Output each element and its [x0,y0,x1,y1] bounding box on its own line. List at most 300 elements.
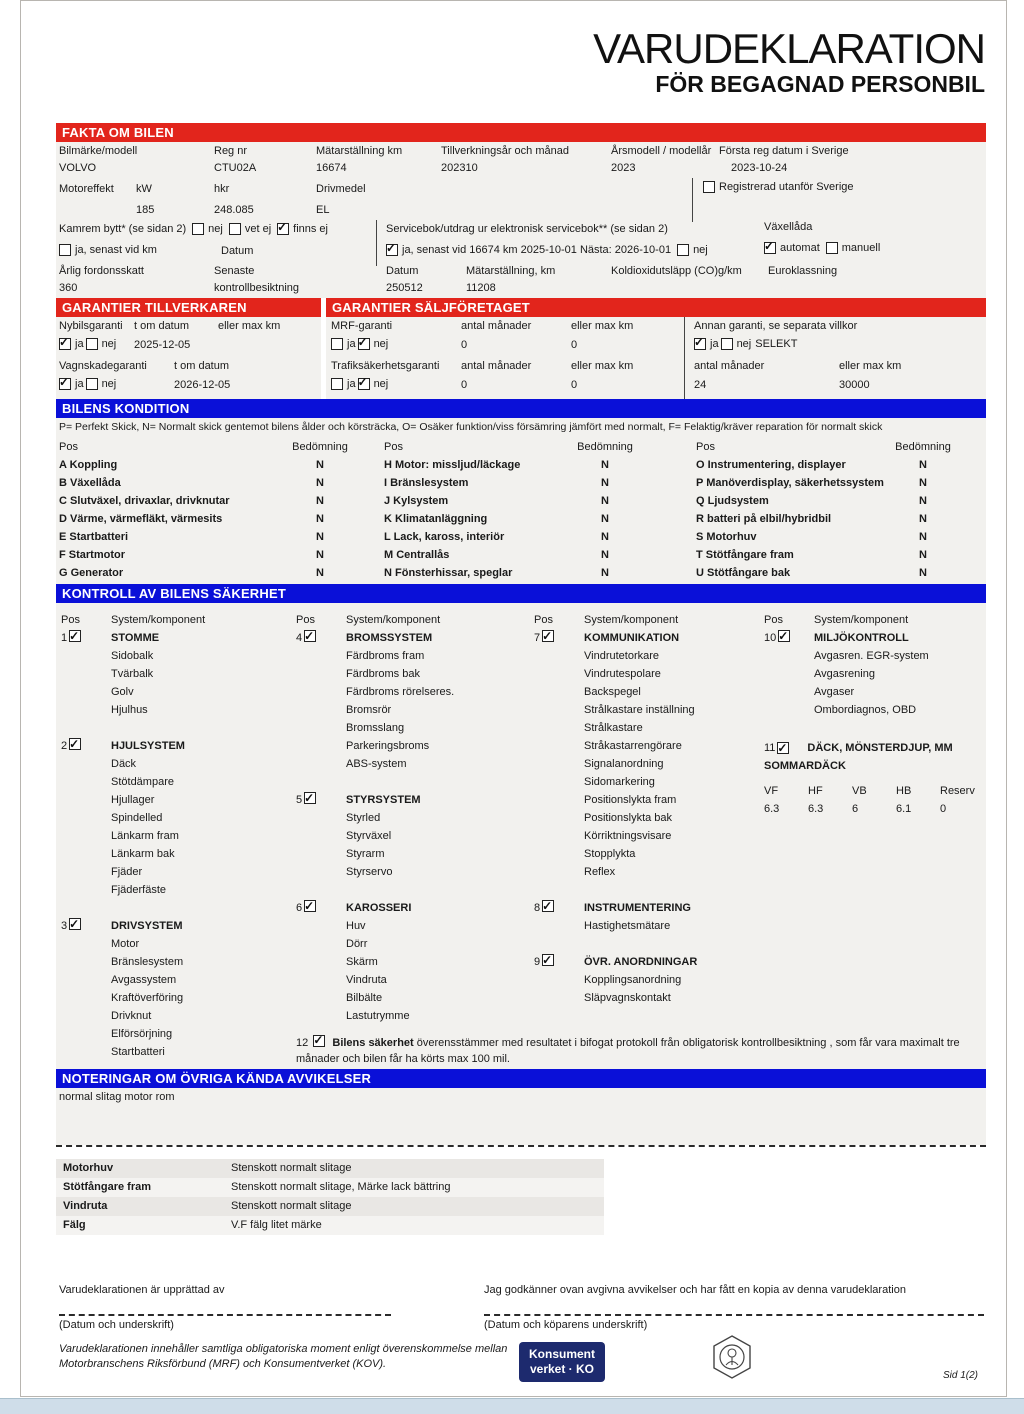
value-matarstallning: 16674 [316,162,347,174]
tire-col-label: HB [896,785,912,797]
vaxellada-row [764,242,880,254]
condition-label: B Växellåda [59,477,121,489]
label-pos: Pos [534,614,553,626]
safety-group [534,899,762,935]
safety-item: Signalanordning [584,758,664,770]
tires-title: DÄCK, MÖNSTERDJUP, MM [807,742,953,754]
condition-grade: N [919,495,927,507]
safety-item: Avgasren. EGR-system [814,650,929,662]
safety-item: Avgassystem [111,974,177,986]
condition-grade: N [316,459,324,471]
condition-row [59,492,351,510]
deviation-note: Stenskott normalt slitage [231,1200,352,1212]
condition-label: R batteri på elbil/hybridbil [696,513,832,525]
value-drivmedel: EL [316,204,330,216]
fakta-body [56,142,986,298]
condition-grade: N [601,531,609,543]
deviation-note: Stenskott normalt slitage, Märke lack bättring [231,1181,451,1193]
condition-row [696,528,954,546]
checkbox-nybils-ja [59,338,71,350]
checkbox [69,918,81,930]
value-servicebok-ja: ja, senast vid 16674 km 2025-10-01 Nästa: 2026-10-01 [402,244,672,256]
tire-col-label: VF [764,785,779,797]
label-kamrem-nej: nej [208,223,223,235]
value-skatt: 360 [59,282,78,294]
safety-group-title: KAROSSERI [346,902,412,914]
condition-label: O Instrumentering, displayer [696,459,846,471]
label-ja: ja [347,378,356,390]
safety-group-num: 4 ✓ [296,629,346,773]
value-annan-km: 30000 [839,379,870,391]
signature-caption-buyer: (Datum och köparens underskrift) [484,1319,648,1331]
safety-group-title: MILJÖKONTROLL [814,632,909,644]
safety-item: Spindelled [111,812,163,824]
label-nej: nej [101,338,117,350]
value-regnr: CTU02A [214,162,257,174]
safety-item: Strålkastare [584,722,643,734]
tillverkaren-body [56,317,321,399]
kamrem-ja-row [59,244,157,256]
checkbox [542,630,554,642]
page-subtitle: FÖR BEGAGNAD PERSONBIL [655,71,985,97]
checkbox-servicebok-ja [386,244,398,256]
signature-line-seller [59,1314,391,1316]
servicebok-row [386,244,708,256]
safety-item: Länkarm fram [111,830,179,842]
value-forsta-reg: 2023-10-24 [731,162,788,174]
safety-item: Hjulhus [111,704,148,716]
label-ja: ja [347,338,356,350]
label-manuell: manuell [841,242,881,254]
condition-row [59,510,351,528]
tire-value: 6 [852,803,859,815]
mrf-logo-icon [709,1334,755,1385]
value-tillverkning: 202310 [441,162,478,174]
safety-group-title: INSTRUMENTERING [584,902,691,914]
divider-line [684,317,685,399]
safety-group-title: DRIVSYSTEM [111,920,183,932]
checkbox-annan-ja [694,338,706,350]
condition-grade: N [919,531,927,543]
checkbox [777,742,789,754]
tire-value: 0 [940,803,947,815]
condition-row [59,456,351,474]
safety-item: Kopplingsanordning [584,974,682,986]
condition-row [59,474,351,492]
annan-check-row [694,338,797,350]
label-arlig-skatt: Årlig fordonsskatt [59,265,144,277]
deviation-part: Vindruta [63,1200,108,1212]
label-annan-garanti: Annan garanti, se separata villkor [694,320,858,332]
section-header-fakta: FAKTA OM BILEN [56,123,986,142]
safety-item: Golv [111,686,134,698]
condition-label: E Startbatteri [59,531,129,543]
checkbox [69,630,81,642]
condition-label: M Centrallås [384,549,450,561]
safety-group [764,629,986,719]
section-header-noteringar: NOTERINGAR OM ÖVRIGA KÄNDA AVVIKELSER [56,1069,986,1088]
condition-label: S Motorhuv [696,531,757,543]
safety-group-title: BROMSSYSTEM [346,632,433,644]
label-mrf-man: antal månader [461,320,532,332]
kondition-header-row [384,438,636,456]
condition-row [384,456,636,474]
condition-grade: N [601,549,609,561]
safety-item: Färdbroms rörelseres. [346,686,455,698]
label-nej: nej [373,338,389,350]
kondition-column-1 [59,438,351,582]
safety-group-title: STYRSYSTEM [346,794,421,806]
condition-grade: N [601,495,609,507]
safety-group [61,629,293,719]
checkbox-manuell [826,242,838,254]
condition-grade: N [601,477,609,489]
safety-item: Sidobalk [111,650,154,662]
label-kamrem-datum: Datum [221,245,254,257]
safety-item: Fjäderfäste [111,884,167,896]
label-annan-man: antal månader [694,360,765,372]
label-pos: Pos [384,441,403,453]
safety-item: Däck [111,758,137,770]
safety-item: Styrled [346,812,381,824]
label-nej: nej [736,338,752,350]
safety-item: Huv [346,920,366,932]
condition-row [384,528,636,546]
label-servicebok: Servicebok/utdrag ur elektronisk servicebok** (se sidan 2) [386,223,668,235]
label-system: System/komponent [814,614,909,626]
safety-group-title: STOMME [111,632,160,644]
safety-group-num: 10 ✓ [764,629,814,719]
label-trafik-man: antal månader [461,360,532,372]
label-koldioxid: Koldioxidutsläpp (CO)g/km [611,265,742,277]
checkbox-vagnskade-nej [86,378,98,390]
label-nybils-tom: t om datum [134,320,190,332]
condition-label: I Bränslesystem [384,477,469,489]
condition-grade: N [316,477,324,489]
value-datum: 250512 [386,282,423,294]
label-mrf: MRF-garanti [331,320,393,332]
checkbox-nybils-nej [86,338,98,350]
condition-label: A Koppling [59,459,118,471]
safety-group-num: 3 ✓ [61,917,111,1061]
label-pos: Pos [296,614,315,626]
vagnskade-check-row [59,378,116,390]
divider-line [376,220,377,266]
signature-caption-seller: (Datum och underskrift) [59,1319,174,1331]
safety-item: Positionslykta bak [584,812,673,824]
safety-item: Bromsslang [346,722,405,734]
value-arsmodell: 2023 [611,162,636,174]
condition-label: U Stötfångare bak [696,567,791,579]
page-title: VARUDEKLARATION [593,25,985,72]
condition-grade: N [919,549,927,561]
kondition-header-row [59,438,351,456]
label-system: System/komponent [111,614,206,626]
noteringar-freetext-box [56,1088,986,1145]
checkbox-trafik-ja [331,378,343,390]
noteringar-free-text: normal slitag motor rom [59,1091,175,1103]
condition-row [59,546,351,564]
checkbox [313,1035,325,1047]
checkbox-kamrem-nej [192,223,204,235]
condition-label: Q Ljudsystem [696,495,769,507]
label-automat: automat [780,242,820,254]
safety-group-title: KOMMUNIKATION [584,632,680,644]
tires-num: 11 [764,742,776,754]
label-ja: ja [75,338,84,350]
label-forsta-reg: Första reg datum i Sverige [719,145,849,157]
badge-line2: verket · KO [529,1362,595,1376]
condition-grade: N [316,531,324,543]
safety-item: Bränslesystem [111,956,184,968]
kondition-body [56,418,986,584]
kondition-header-row [696,438,954,456]
safety-group [61,737,293,899]
tires-value-row [764,803,986,821]
label-kw: kW [136,183,152,195]
salj-body [326,317,986,399]
safety-item: Vindrutespolare [584,668,661,680]
value-bilmarke: VOLVO [59,162,97,174]
safety-group-num: 1 ✓ [61,629,111,719]
condition-row [59,564,351,582]
safety-group-num: 8 ✓ [534,899,584,935]
sakerhet-column-2 [296,611,531,1043]
label-bedomning: Bedömning [577,441,633,453]
checkbox-kamrem-ja [59,244,71,256]
condition-label: T Stötfångare fram [696,549,794,561]
page-number: Sid 1(2) [943,1370,979,1381]
safety-group-title: ÖVR. ANORDNINGAR [584,956,698,968]
value-kw: 185 [136,204,155,216]
safety-item: Elförsörjning [111,1028,173,1040]
deviation-part: Fälg [63,1219,86,1231]
section-header-kondition: BILENS KONDITION [56,399,986,418]
safety-item: Sidomarkering [584,776,655,788]
safety-note-12 [296,1035,996,1067]
checkbox [542,954,554,966]
label-nej: nej [373,378,389,390]
safety-item: Vindruta [346,974,387,986]
safety-group [61,917,293,1061]
label-kamrem: Kamrem bytt* (se sidan 2) [59,223,187,235]
checkbox-registrerad-utanfor [703,181,715,193]
safety-item: Styrservo [346,866,393,878]
deviation-part: Stötfångare fram [63,1181,152,1193]
safety-group-num: 9 ✓ [534,953,584,1007]
safety-group [296,791,531,881]
condition-grade: N [919,513,927,525]
tire-col-label: VB [852,785,867,797]
value-matarstallning2: 11208 [466,282,496,294]
footer-left-label: Varudeklarationen är upprättad av [59,1284,225,1296]
safety-item: Fjäder [111,866,143,878]
safety-item: Stopplykta [584,848,636,860]
sakerhet-header-row [764,611,986,629]
value-nybils-datum: 2025-12-05 [134,339,191,351]
safety-item: Färdbroms fram [346,650,425,662]
safety-item: Avgaser [814,686,855,698]
condition-label: L Lack, kaross, interiör [384,531,505,543]
safety-group-num: 6 ✓ [296,899,346,1025]
sakerhet-header-row [534,611,762,629]
label-trafik-km: eller max km [571,360,634,372]
label-bedomning: Bedömning [895,441,951,453]
checkbox-trafik-nej [358,378,370,390]
deviation-row [56,1159,604,1178]
sakerhet-column-4 [764,611,986,737]
kondition-column-3 [696,438,954,582]
deviation-row [56,1178,604,1197]
condition-grade: N [919,567,927,579]
condition-grade: N [316,495,324,507]
konsumentverket-badge [519,1342,605,1382]
note12-text: överensstämmer med resultatet i bifogat protokoll från obligatorisk kontrollbesiktning , som får vara maximalt tre månader och bilen får ha körts max 100 mil. [296,1037,960,1065]
safety-group-num: 5 ✓ [296,791,346,881]
condition-row [696,510,954,528]
condition-row [384,510,636,528]
label-nybils-maxkm: eller max km [218,320,281,332]
tire-value: 6.3 [808,803,824,815]
condition-row [384,474,636,492]
condition-label: F Startmotor [59,549,125,561]
deviation-note: Stenskott normalt slitage [231,1162,352,1174]
condition-label: D Värme, värmefläkt, värmesits [59,513,223,525]
condition-label: C Slutväxel, drivaxlar, drivknutar [59,495,230,507]
trafik-check-row [331,378,388,390]
condition-label: P Manöverdisplay, säkerhetssystem [696,477,884,489]
condition-grade: N [601,567,609,579]
label-kamrem-vet-ej: vet ej [244,223,272,235]
label-matarstallning-km: Mätarställning, km [466,265,556,277]
condition-row [696,564,954,582]
label-kamrem-finns-ej: finns ej [293,223,328,235]
deviation-part: Motorhuv [63,1162,114,1174]
label-pos: Pos [764,614,783,626]
checkbox-servicebok-nej [677,244,689,256]
value-annan-note: SELEKT [755,338,798,350]
value-vagnskade-datum: 2026-12-05 [174,379,231,391]
checkbox [69,738,81,750]
safety-item: Styrväxel [346,830,392,842]
condition-row [696,456,954,474]
safety-item: Släpvagnskontakt [584,992,671,1004]
safety-item: Stråkastarrengörare [584,740,682,752]
checkbox-kamrem-vet-ej [229,223,241,235]
label-senaste: Senaste [214,265,255,277]
safety-item: Tvärbalk [111,668,154,680]
safety-item: Motor [111,938,140,950]
checkbox-kamrem-finns-ej [277,223,289,235]
safety-item: Hjullager [111,794,155,806]
label-system: System/komponent [584,614,679,626]
sakerhet-header-row [296,611,531,629]
label-pos: Pos [61,614,80,626]
deviation-row [56,1197,604,1216]
checkbox [304,630,316,642]
tire-col-label: HF [808,785,823,797]
checkbox-mrf-ja [331,338,343,350]
note12-lead: Bilens säkerhet [332,1037,414,1049]
footer-right-label: Jag godkänner ovan avgivna avvikelser och har fått en kopia av denna varudeklaration [484,1284,906,1296]
tires-header-row [764,785,986,803]
safety-item: Styrarm [346,848,385,860]
label-annan-km: eller max km [839,360,902,372]
condition-grade: N [316,567,324,579]
condition-label: N Fönsterhissar, speglar [384,567,513,579]
footer-note: Varudeklarationen innehåller samtliga obligatoriska moment enligt överenskommelse mellan Motorbranschens Riksförbund (MRF) och Konsumentverket (KOV). [59,1343,508,1370]
checkbox-mrf-nej [358,338,370,350]
value-trafik-man: 0 [461,379,468,391]
note12-num: 12 [296,1037,309,1049]
sakerhet-column-3 [534,611,762,1025]
label-trafik: Trafiksäkerhetsgaranti [331,360,440,372]
label-vagnskade: Vagnskadegaranti [59,360,147,372]
safety-item: ABS-system [346,758,407,770]
condition-grade: N [316,513,324,525]
condition-row [59,528,351,546]
condition-row [696,474,954,492]
badge-line1: Konsument [529,1347,595,1361]
label-matarstallning: Mätarställning km [316,145,403,157]
safety-item: Bilbälte [346,992,383,1004]
sakerhet-column-1 [61,611,293,1079]
tires-block [764,739,986,821]
condition-row [384,492,636,510]
value-trafik-km: 0 [571,379,578,391]
divider-line [692,178,693,222]
condition-row [384,564,636,582]
title-block [593,27,985,97]
sakerhet-header-row [61,611,293,629]
safety-group-title: HJULSYSTEM [111,740,185,752]
safety-group [534,953,762,1007]
safety-item: Backspegel [584,686,641,698]
condition-label: K Klimatanläggning [384,513,488,525]
condition-row [696,492,954,510]
condition-row [696,546,954,564]
tire-col-label: Reserv [940,785,975,797]
signature-line-buyer [484,1314,984,1316]
sakerhet-body [56,603,986,1069]
varudeklaration-page [20,0,1007,1397]
checkbox [304,900,316,912]
value-hkr: 248.085 [214,204,254,216]
label-ja: ja [75,378,84,390]
label-servicebok-nej: nej [693,244,708,256]
window-bottom-strip [0,1398,1024,1414]
value-mrf-man: 0 [461,339,468,351]
registered-abroad-row [701,181,854,193]
label-hkr: hkr [214,183,230,195]
safety-item: Stötdämpare [111,776,174,788]
checkbox [542,900,554,912]
label-pos: Pos [696,441,715,453]
label-nybilsgaranti: Nybilsgaranti [59,320,123,332]
label-ja: ja [710,338,719,350]
safety-group [296,629,531,773]
safety-item: Bromsrör [346,704,392,716]
label-bilmarke: Bilmärke/modell [59,145,138,157]
label-kamrem-ja: ja, senast vid km [75,244,157,256]
tire-value: 6.1 [896,803,912,815]
safety-item: Vindrutetorkare [584,650,660,662]
dashed-divider [56,1145,986,1147]
condition-row [384,546,636,564]
safety-item: Hastighetsmätare [584,920,671,932]
label-kontrollbesiktning: kontrollbesiktning [214,282,299,294]
condition-label: J Kylsystem [384,495,449,507]
